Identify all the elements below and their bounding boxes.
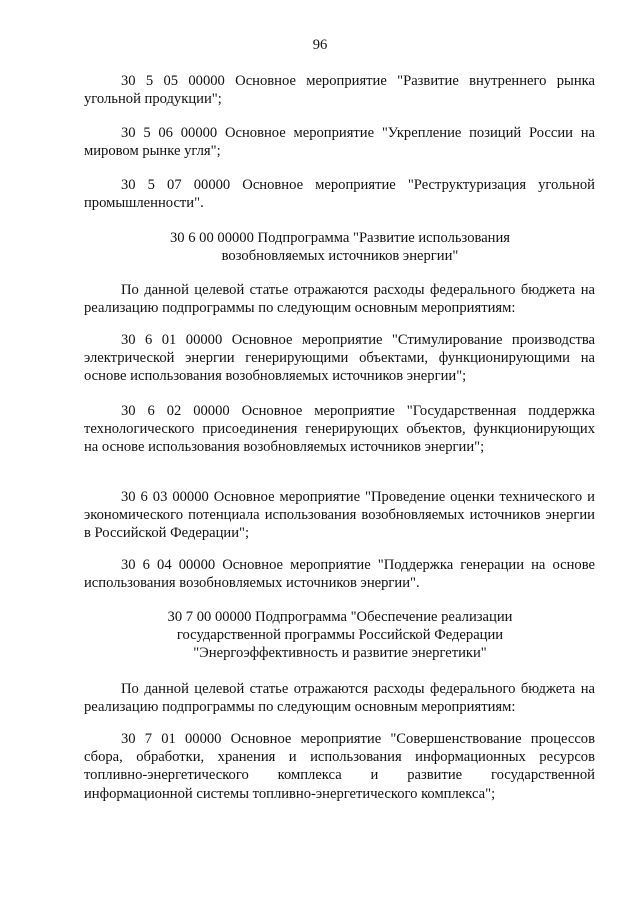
paragraph-30-6-01: 30 6 01 00000 Основное мероприятие "Стимулирование производства электрической энергии генерирующими объектами, функционирующими на основе использования возобновляемых источников энергии"; <box>84 332 595 385</box>
paragraph-30-6-04: 30 6 04 00000 Основное мероприятие "Поддержка генерации на основе использования возобновляемых источников энергии". <box>84 557 595 592</box>
paragraph-30-7-01: 30 7 01 00000 Основное мероприятие "Совершенствование процессов сбора, обработки, хранения и использования информационных ресурсов топливно-энергетического комплекса и развитие государственной информационной системы топливно-энергетического комплекса"; <box>84 731 595 802</box>
paragraph-30-5-05: 30 5 05 00000 Основное мероприятие "Развитие внутреннего рынка угольной продукции"; <box>84 73 595 108</box>
subprogram-heading-30-6: 30 6 00 00000 Подпрограмма "Развитие использования возобновляемых источников энергии" <box>169 230 511 265</box>
paragraph-intro-30-6: По данной целевой статье отражаются расходы федерального бюджета на реализацию подпрограммы по следующим основным мероприятиям: <box>84 282 595 317</box>
paragraph-30-5-07: 30 5 07 00000 Основное мероприятие "Реструктуризация угольной промышленности". <box>84 177 595 212</box>
subprogram-heading-30-7: 30 7 00 00000 Подпрограмма "Обеспечение реализации государственной программы Российской Федерации "Энергоэффективность и развитие энергетики" <box>167 609 513 662</box>
paragraph-30-5-06: 30 5 06 00000 Основное мероприятие "Укрепление позиций России на мировом рынке угля"; <box>84 125 595 160</box>
paragraph-30-6-03: 30 6 03 00000 Основное мероприятие "Проведение оценки технического и экономического потенциала использования возобновляемых источников энергии в Российской Федерации"; <box>84 489 595 542</box>
paragraph-intro-30-7: По данной целевой статье отражаются расходы федерального бюджета на реализацию подпрограммы по следующим основным мероприятиям: <box>84 681 595 716</box>
page-number: 96 <box>312 37 328 53</box>
paragraph-30-6-02: 30 6 02 00000 Основное мероприятие "Государственная поддержка технологического присоединения генерирующих объектов, функционирующих на основе использования возобновляемых источников энергии"; <box>84 403 595 456</box>
